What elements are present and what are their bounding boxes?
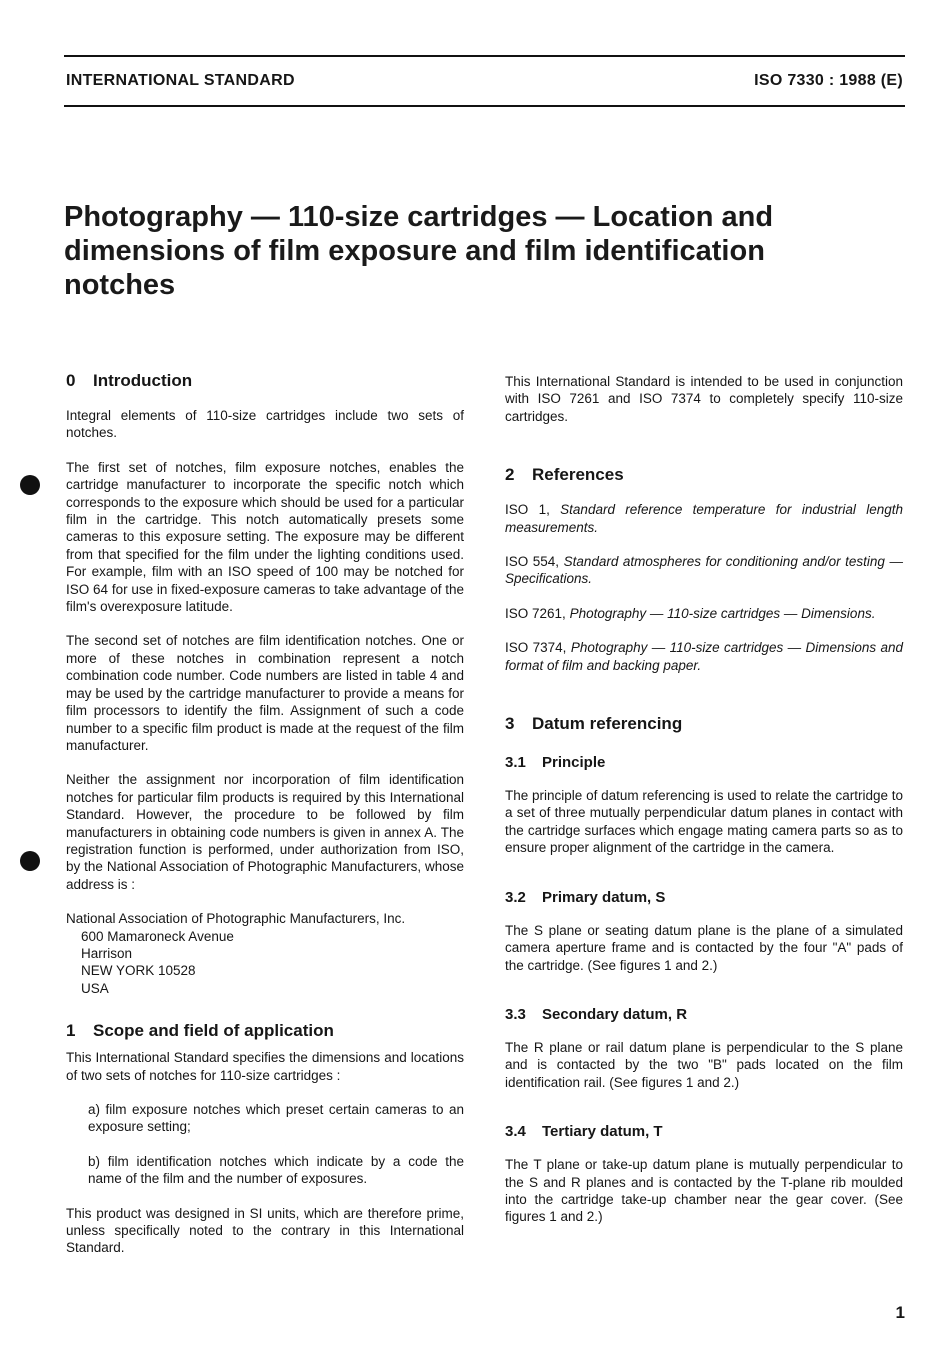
subsection-number: 3.4 [505, 1123, 526, 1141]
section-title: References [532, 465, 624, 485]
reference-code: ISO 554, [505, 554, 560, 570]
section-title: Introduction [93, 371, 193, 390]
scope-paragraph-2: This product was designed in SI units, which are therefore prime, unless specifically noted to the contrary in this International Standard. [66, 1205, 464, 1256]
reference-code: ISO 7261, [505, 605, 566, 621]
reference-code: ISO 7374, [505, 640, 567, 656]
document-title: Photography — 110-size cartridges — Location and dimensions of film exposure and film identification notches [64, 201, 774, 301]
section-heading-datum-referencing [505, 714, 903, 734]
reference-title: Standard reference temperature for industrial length measurements. [505, 502, 903, 535]
section-heading-introduction [66, 371, 464, 391]
intro-paragraph-4: Neither the assignment nor incorporation of film identification notches for particular film products is required by this International Standard. However, the procedure to be followed by film manufacturers in obtaining code numbers is given in annex A. The registration function is performed, under authorization from ISO, by the National Association of Photographic Manufacturers, whose address is : [66, 772, 464, 892]
reference-code: ISO 1, [505, 502, 550, 518]
subsection-heading-primary-datum [505, 889, 903, 907]
address-line: 600 Mamaroneck Avenue [81, 928, 234, 944]
address-line: USA [81, 980, 109, 996]
reference-entry [505, 501, 903, 536]
right-column [505, 373, 903, 1226]
left-column [66, 371, 464, 1257]
section-title: Scope and field of application [93, 1021, 334, 1041]
tertiary-datum-paragraph: The T plane or take-up datum plane is mutually perpendicular to the S and R planes and is contacted by the T-plane rib moulded into the cartridge take-up chamber near the gear cover. (See figures 1 and 2.) [505, 1157, 903, 1225]
change-marker-bullet [20, 475, 40, 495]
reference-entry [505, 553, 903, 588]
scope-paragraph-1: This International Standard specifies the dimensions and locations of two sets of notches for 110-size cartridges : [66, 1050, 464, 1083]
section-number: 3 [505, 714, 515, 734]
change-marker-bullet [20, 851, 40, 871]
section-heading-scope [66, 1021, 464, 1041]
section-title: Datum referencing [532, 714, 683, 734]
reference-title: Photography — 110-size cartridges — Dimensions and format of film and backing paper. [505, 640, 903, 673]
intro-paragraph-1: Integral elements of 110-size cartridges include two sets of notches. [66, 408, 464, 441]
section-number: 1 [66, 1021, 76, 1041]
subsection-heading-principle [505, 754, 903, 772]
subsection-number: 3.2 [505, 888, 526, 906]
scope-item-a: a) film exposure notches which preset certain cameras to an exposure setting; [88, 1102, 464, 1135]
scope-item-b: b) film identification notches which indicate by a code the name of the film and the number of exposures. [88, 1153, 464, 1187]
address-line: National Association of Photographic Manufacturers, Inc. [66, 911, 406, 927]
subsection-title: Secondary datum, R [542, 1005, 688, 1023]
header-rule [64, 105, 905, 107]
address-line: NEW YORK 10528 [81, 963, 196, 979]
reference-title: Photography — 110-size cartridges — Dimensions. [569, 605, 876, 621]
intro-paragraph-2: The first set of notches, film exposure notches, enables the cartridge manufacturer to incorporate the specific notch which corresponds to the exposure which should be used for a particular film in the cartridge. This notch automatically presets some cameras to this exposure setting. The exposure may be different from that specified for the film under the lighting conditions used. For example, film with an ISO speed of 100 may be notched for ISO 64 for use in fixed-exposure cameras to take advantage of the film's overexposure latitude. [66, 459, 464, 615]
top-rule [64, 55, 905, 57]
reference-title: Standard atmospheres for conditioning and/or testing — Specifications. [505, 554, 903, 587]
header-right: ISO 7330 : 1988 (E) [754, 72, 903, 89]
reference-entry [505, 639, 903, 674]
page-number: 1 [895, 1303, 905, 1322]
header-left: INTERNATIONAL STANDARD [66, 72, 295, 89]
principle-paragraph: The principle of datum referencing is used to relate the cartridge to a set of three mutually perpendicular datum planes in contact with the cartridge surfaces which engage mating camera parts so as to ensure proper alignment of the cartridge in the camera. [505, 788, 903, 856]
address-line: Harrison [81, 945, 133, 961]
subsection-title: Primary datum, S [542, 888, 666, 906]
address-block [66, 910, 464, 997]
subsection-title: Tertiary datum, T [542, 1123, 663, 1141]
secondary-datum-paragraph: The R plane or rail datum plane is perpendicular to the S plane and is contacted by the two "B" pads located on the film identification rail. (See figures 1 and 2.) [505, 1039, 903, 1090]
subsection-number: 3.3 [505, 1005, 526, 1023]
subsection-heading-secondary-datum [505, 1006, 903, 1024]
reference-entry [505, 605, 903, 622]
subsection-heading-tertiary-datum [505, 1123, 903, 1141]
subsection-number: 3.1 [505, 754, 526, 772]
section-heading-references [505, 465, 903, 485]
subsection-title: Principle [542, 754, 606, 772]
primary-datum-paragraph: The S plane or seating datum plane is the plane of a simulated camera aperture frame and is contacted by the four "A" pads of the cartridge. (See figures 1 and 2.) [505, 922, 903, 973]
section-number: 0 [66, 371, 76, 390]
section-number: 2 [505, 465, 515, 485]
intro-paragraph-5: This International Standard is intended to be used in conjunction with ISO 7261 and ISO 7374 to completely specify 110-size cartridges. [505, 374, 903, 424]
intro-paragraph-3: The second set of notches are film identification notches. One or more of these notches in combination represent a notch combination code number. Code numbers are listed in table 4 and may be used by the cartridge manufacturer to provide a means for film processors to identify the film. Assignment of such a code number to a specific film product is made at the request of the film manufacturer. [66, 633, 464, 753]
